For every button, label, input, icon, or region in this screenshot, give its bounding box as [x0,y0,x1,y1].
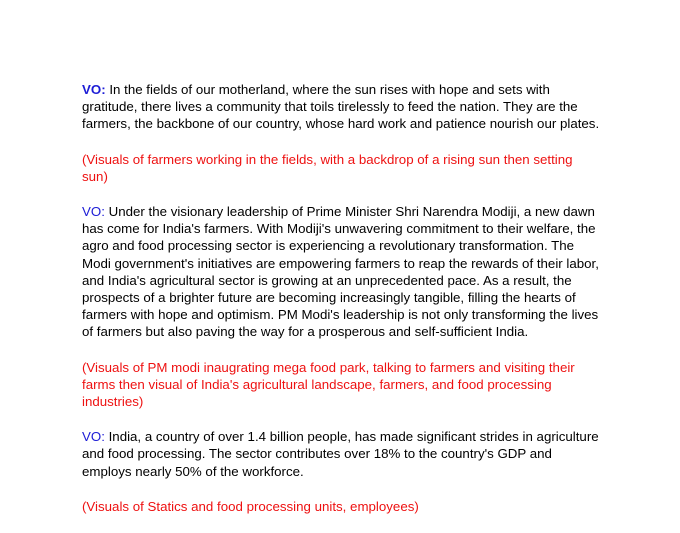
vo-label: VO: [82,82,106,97]
vo-label: VO: [82,204,105,220]
voiceover-paragraph-3 [82,428,602,480]
voiceover-text: In the fields of our motherland, where the sun rises with hope and sets with gratitude, there lives a community that toils tirelessly to feed the nation. They are the farmers, the backbone of our country, whose hard work and patience nourish our plates. [82,82,600,132]
visual-direction-3: (Visuals of Statics and food processing units, employees) [82,498,419,514]
voiceover-text: Under the visionary leadership of Prime Minister Shri Narendra Modiji, a new dawn has come for India's farmers. With Modiji's unwavering commitment to their welfare, the agro and food processing sector is experiencing a revolutionary transformation. The Modi government's initiatives are empowering farmers to reap the rewards of their labor, and India's agricultural sector is growing at an unprecedented pace. As a result, the prospects of a brighter future are becoming increasingly tangible, filling the hearts of farmers with hope and optimism. PM Modi's leadership is not only transforming the lives of farmers but also paving the way for a prosperous and self-sufficient India. [82,204,599,340]
vo-label: VO: [82,429,105,445]
voiceover-paragraph-1 [82,81,602,133]
voiceover-paragraph-2 [82,203,602,341]
voiceover-text: India, a country of over 1.4 billion people, has made significant strides in agriculture and food processing. The sector contributes over 18% to the country's GDP and employs nearly 50% of the workforce. [82,429,599,479]
visual-direction-1: (Visuals of farmers working in the fields, with a backdrop of a rising sun then setting sun) [82,151,573,184]
script-document [82,81,602,533]
visual-direction-2: (Visuals of PM modi inaugrating mega food park, talking to farmers and visiting their farms then visual of India's agricultural landscape, farmers, and food processing industries) [82,359,575,410]
